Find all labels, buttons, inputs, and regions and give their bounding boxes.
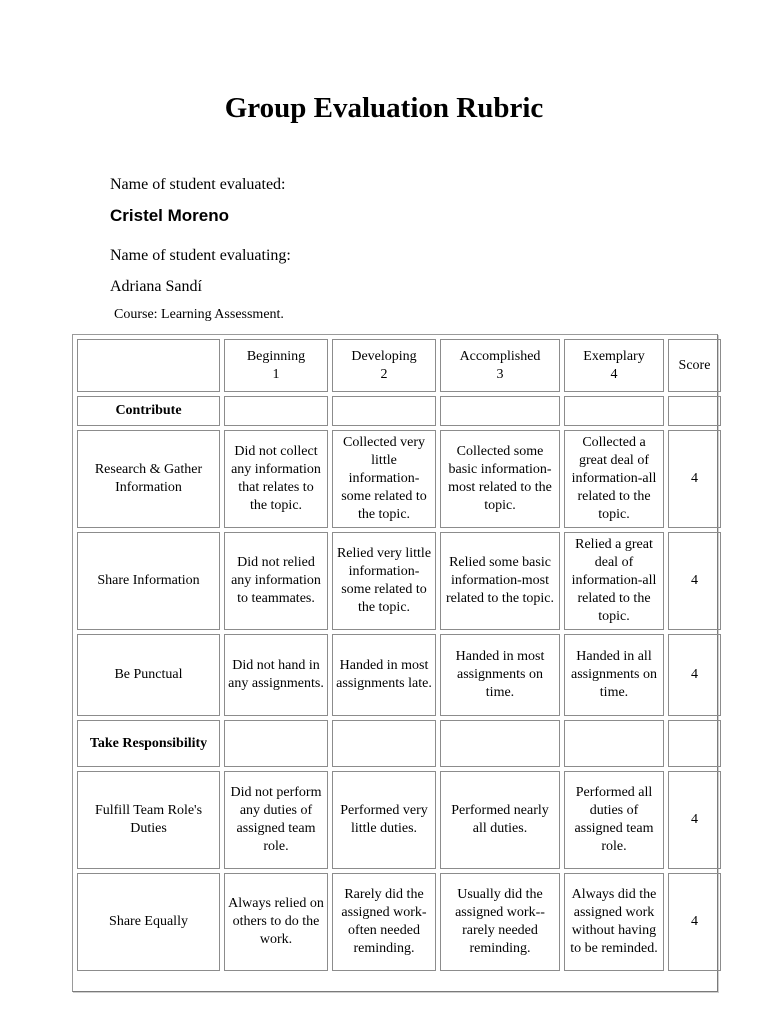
accomplished-cell: Relied some basic information-most related to the topic. — [440, 532, 560, 630]
score-cell: 4 — [668, 771, 721, 869]
header-beginning-level: 1 — [272, 366, 280, 382]
rubric-table — [73, 335, 725, 975]
evaluating-label: Name of student evaluating: — [110, 247, 291, 264]
exemplary-cell: Always did the assigned work without having to be reminded. — [564, 873, 664, 971]
header-empty-cell — [77, 339, 220, 392]
score-cell: 4 — [668, 430, 721, 528]
criterion-cell: Share Information — [77, 532, 220, 630]
beginning-cell: Always relied on others to do the work. — [224, 873, 328, 971]
empty-cell — [440, 396, 560, 426]
header-score: Score — [668, 339, 721, 392]
table-row — [77, 771, 721, 869]
empty-cell — [224, 396, 328, 426]
header-accomplished-level: 3 — [496, 366, 504, 382]
empty-cell — [668, 720, 721, 767]
page-title: Group Evaluation Rubric — [224, 92, 544, 124]
empty-cell — [332, 396, 436, 426]
developing-cell: Rarely did the assigned work-often needed reminding. — [332, 873, 436, 971]
beginning-cell: Did not hand in any assignments. — [224, 634, 328, 716]
table-row — [77, 430, 721, 528]
header-accomplished — [440, 339, 560, 392]
evaluated-name: Cristel Moreno — [110, 206, 230, 225]
course-line: Course: Learning Assessment. — [114, 307, 284, 322]
header-accomplished-label: Accomplished — [459, 348, 541, 364]
criterion-cell: Be Punctual — [77, 634, 220, 716]
header-beginning — [224, 339, 328, 392]
header-beginning-label: Beginning — [246, 348, 306, 364]
header-developing-label: Developing — [351, 348, 417, 364]
header-exemplary-label: Exemplary — [583, 348, 645, 364]
score-cell: 4 — [668, 634, 721, 716]
exemplary-cell: Collected a great deal of information-all related to the topic. — [564, 430, 664, 528]
exemplary-cell: Performed all duties of assigned team role. — [564, 771, 664, 869]
developing-cell: Collected very little information-some related to the topic. — [332, 430, 436, 528]
exemplary-cell: Handed in all assignments on time. — [564, 634, 664, 716]
developing-cell: Performed very little duties. — [332, 771, 436, 869]
accomplished-cell: Performed nearly all duties. — [440, 771, 560, 869]
header-exemplary — [564, 339, 664, 392]
category-row — [77, 396, 721, 426]
score-cell: 4 — [668, 532, 721, 630]
beginning-cell: Did not relied any information to teammates. — [224, 532, 328, 630]
empty-cell — [224, 720, 328, 767]
developing-cell: Handed in most assignments late. — [332, 634, 436, 716]
header-developing — [332, 339, 436, 392]
empty-cell — [332, 720, 436, 767]
criterion-cell: Research & Gather Information — [77, 430, 220, 528]
evaluated-label: Name of student evaluated: — [110, 176, 286, 193]
empty-cell — [564, 396, 664, 426]
category-label: Contribute — [77, 396, 220, 426]
score-cell: 4 — [668, 873, 721, 971]
criterion-cell: Fulfill Team Role's Duties — [77, 771, 220, 869]
table-row — [77, 532, 721, 630]
header-developing-level: 2 — [380, 366, 388, 382]
accomplished-cell: Usually did the assigned work--rarely needed reminding. — [440, 873, 560, 971]
empty-cell — [440, 720, 560, 767]
evaluating-name: Adriana Sandí — [110, 278, 202, 295]
header-exemplary-level: 4 — [610, 366, 618, 382]
category-row — [77, 720, 721, 767]
accomplished-cell: Handed in most assignments on time. — [440, 634, 560, 716]
table-row — [77, 634, 721, 716]
beginning-cell: Did not perform any duties of assigned team role. — [224, 771, 328, 869]
empty-cell — [564, 720, 664, 767]
empty-cell — [668, 396, 721, 426]
rubric-table-frame — [72, 334, 718, 992]
category-label: Take Responsibility — [77, 720, 220, 767]
table-row — [77, 873, 721, 971]
developing-cell: Relied very little information-some related to the topic. — [332, 532, 436, 630]
beginning-cell: Did not collect any information that relates to the topic. — [224, 430, 328, 528]
table-header-row — [77, 339, 721, 392]
criterion-cell: Share Equally — [77, 873, 220, 971]
accomplished-cell: Collected some basic information-most related to the topic. — [440, 430, 560, 528]
exemplary-cell: Relied a great deal of information-all related to the topic. — [564, 532, 664, 630]
